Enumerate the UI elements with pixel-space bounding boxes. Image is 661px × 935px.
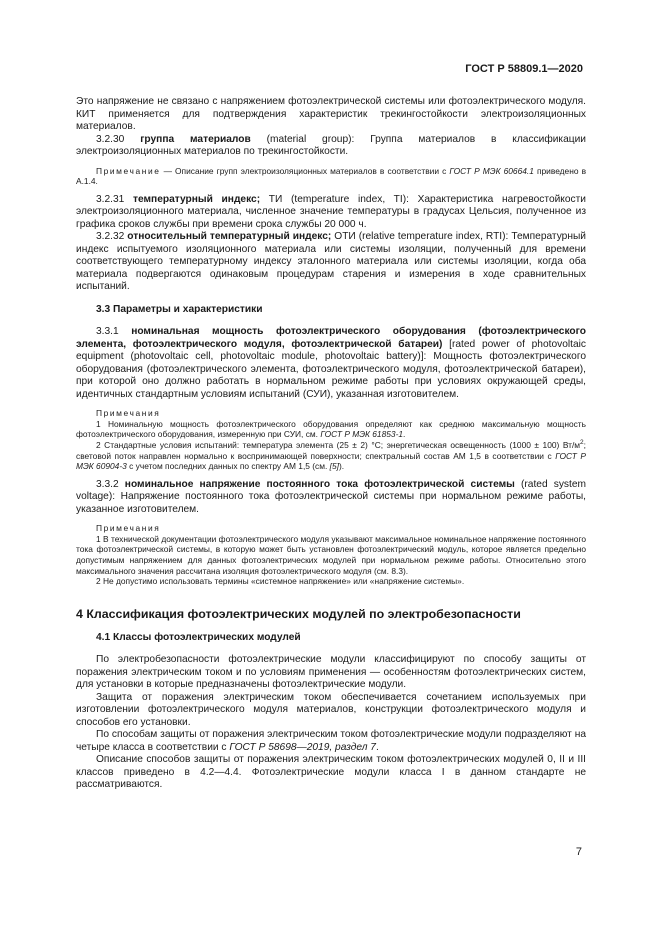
term-title: относительный температурный индекс;: [127, 231, 332, 243]
term-3-3-1: [76, 326, 586, 401]
term-definition: ОТИ (relative temperature index, RTI): Температурный индекс испытуемого изоляционного материала или системы изоляции, полученный для времени соответствующего температурному индексу эталонного материала или системы изоляции, когда оба материала подвергаются одинаковым процедурам старения и измерения в ходе сравнительных испытаний.: [76, 231, 586, 293]
term-3-2-31: [76, 194, 586, 232]
note-text: — Описание групп электроизоляционных материалов в соответствии с: [163, 165, 447, 176]
term-number: 3.3.2: [96, 478, 119, 490]
term-number: 3.3.1: [96, 326, 119, 338]
intro-paragraph: Это напряжение не связано с напряжением фотоэлектрической системы или фотоэлектрического модуля. КИТ применяется для подтверждения характеристик трекингостойкости электроизоляционных материалов.: [76, 96, 586, 132]
section-3-3-heading: 3.3 Параметры и характеристики: [96, 303, 263, 315]
term-number: 3.2.30: [96, 133, 125, 145]
term-number: 3.2.31: [96, 193, 125, 205]
term-3-2-30: [76, 134, 586, 159]
term-number: 3.2.32: [96, 231, 125, 243]
term-title: группа материалов: [140, 133, 251, 145]
term-title: номинальная мощность фотоэлектрического оборудования (фотоэлектрического элемента, фотоэлектрического модуля, фотоэлектрической батареи): [76, 326, 586, 350]
section-4-1-paragraph-1: По электробезопасности фотоэлектрические модули классифицируют по способу защиты от поражения электрическим током и по условиям применения — особенностям фотоэлектрических систем, для установки в которые предназначены фотоэлектрические модули.: [76, 654, 586, 691]
page-number: 7: [575, 846, 582, 858]
superscript: 2: [580, 439, 584, 447]
note-text: 2 Стандартные условия испытаний: температура элемента (25 ± 2) °С; энергетическая освещенность (1000 ± 100) Вт/м: [96, 439, 581, 450]
section-4-heading: 4 Классификация фотоэлектрических модулей по электробезопасности: [76, 606, 521, 621]
term-definition: ТИ (temperature index, TI): Характеристика нагревостойкости электроизоляционного материала, численное значение температуры в градусах Цельсия, полученное из графика сроков службы при времени срока службы 20 000 ч.: [76, 193, 586, 230]
note-reference: ГОСТ Р МЭК 60664.1: [449, 165, 534, 176]
term-definition: (material group): Группа материалов в классификации электроизоляционных материалов по трекингостойкости.: [76, 133, 586, 157]
note-text: 1 Номинальную мощность фотоэлектрического оборудования определяют как среднюю максимальную мощность фотоэлектрического оборудования, измеренную при СУИ, см.: [76, 418, 586, 440]
page-content: [76, 96, 586, 792]
term-title: номинальное напряжение постоянного тока фотоэлектрической системы: [124, 478, 515, 490]
term-title: температурный индекс;: [133, 193, 261, 205]
standard-reference: ГОСТ Р 58698—2019, раздел 7: [229, 741, 376, 753]
section-4-1-paragraph-2: Защита от поражения электрическим током обеспечивается сочетанием используемых при изготовлении фотоэлектрического модуля материалов, конструкции фотоэлектрического модуля и способов его установки.: [76, 691, 586, 728]
note-3-3-1-item-1: 1 Номинальную мощность фотоэлектрического оборудования определяют как среднюю максимальную мощность фотоэлектрического оборудования, измеренную при СУИ, см. ГОСТ Р МЭК 61853-1.: [76, 418, 586, 440]
section-4-1-paragraph-4: Описание способов защиты от поражения электрическим током фотоэлектрических модулей 0, II и III классов приведено в 4.2—4.4. Фотоэлектрические модули класса I в данном стандарте не рассматриваются.: [76, 754, 586, 791]
section-4-1-heading: 4.1 Классы фотоэлектрических модулей: [96, 631, 301, 643]
bibliography-reference: [5]: [329, 461, 339, 472]
term-definition: [rated power of photovoltaic equipment (photovoltaic cell, photovoltaic module, photovoltaic battery)]: Мощность фотоэлектрического оборудования (фотоэлектрического элемента, фотоэлектрического модуля, фотоэлектрической батареи), при которой оно должно работать в нормальном режиме работы при условиях окружающей среды, идентичных стандартным условиям испытаний (СУИ), указанная изготовителем.: [76, 338, 586, 400]
term-3-3-2: [76, 479, 586, 517]
note-text-end: приведено в А.1.4.: [76, 165, 587, 187]
section-4-1-paragraph-3: По способам защиты от поражения электрическим током фотоэлектрические модули подразделяют на четыре класса в соответствии с ГОСТ Р 58698—2019, раздел 7.: [76, 729, 586, 753]
note-3-3-2-item-2: 2 Не допустимо использовать термины «системное напряжение» или «напряжение системы».: [96, 576, 465, 587]
term-3-2-32: [76, 231, 586, 294]
standard-header: ГОСТ Р 58809.1—2020: [465, 63, 583, 75]
note-reference: ГОСТ Р МЭК 60904-3: [76, 450, 587, 472]
note-3-3-2-item-1: 1 В технической документации фотоэлектрического модуля указывают максимальное номинальное напряжение постоянного тока фотоэлектрической системы, в которую может быть установлен фотоэлектрический модуль, которое является предельно допустимым напряжением для данных фотоэлектрических модулей при нормальном режиме работы. Относительно этого максимального значения рассчитана изоляция фотоэлектрического модуля (см. 8.3).: [76, 533, 586, 576]
notes-3-3-2-label: Примечания: [96, 523, 161, 534]
note-3-3-1-item-2: 2 Стандартные условия испытаний: температура элемента (25 ± 2) °С; энергетическая освещенность (1000 ± 100) $Вт/м^2$; световой поток направлен нормально к воспринимающей поверхности; спектральный состав АМ 1,5 в соответствии с ГОСТ Р МЭК 60904-3 с учетом последних данных по спектру АМ 1,5 (см. [5]).: [76, 439, 587, 472]
note-3-2-30: [76, 166, 586, 187]
note-reference: ГОСТ Р МЭК 61853-1: [320, 429, 404, 440]
note-label: Примечание: [96, 165, 161, 176]
term-definition: (rated system voltage): Напряжение постоянного тока фотоэлектрической системы при нормальном режиме работы, указанное изготовителем.: [76, 478, 586, 515]
notes-3-3-1-label: Примечания: [96, 408, 161, 419]
